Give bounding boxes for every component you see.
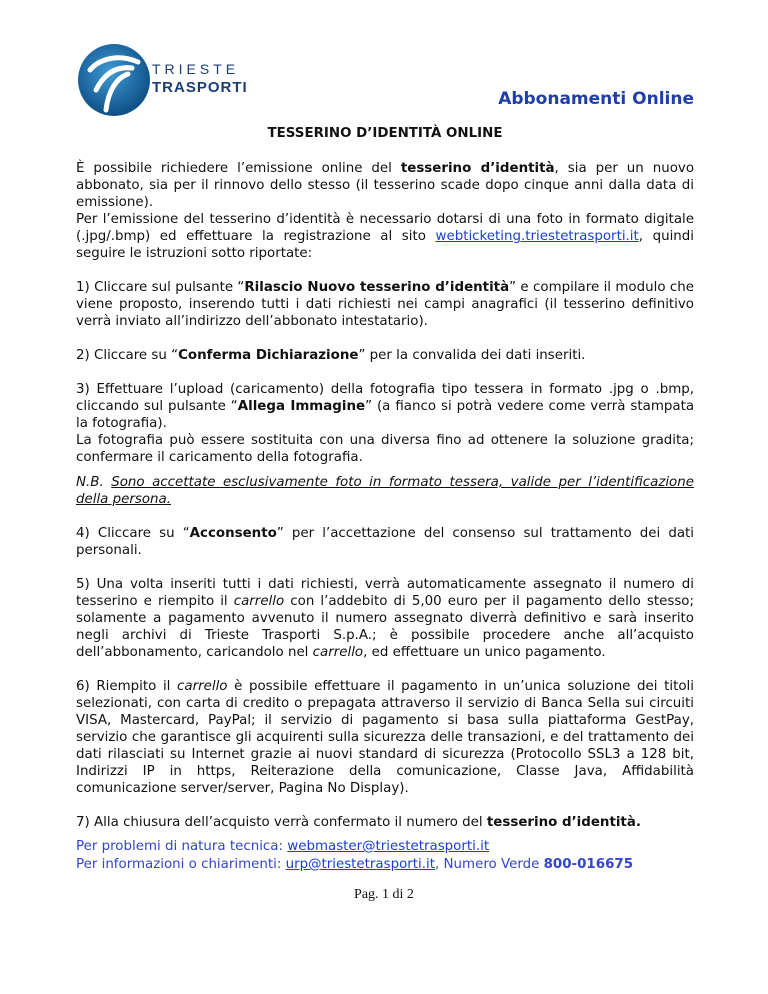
intro-paragraph-2: Per l’emissione del tesserino d’identità è necessario dotarsi di una foto in formato digitale (.jpg/.bmp) ed effettuare la registrazione al sito webticketing.triestetrasporti.it, quindi seguire le istruzioni sotto riportate:: [76, 212, 694, 261]
document-title: TESSERINO D’IDENTITÀ ONLINE: [267, 126, 503, 141]
step-5: 5) Una volta inseriti tutti i dati richiesti, verrà automaticamente assegnato il numero di tesserino e riempito il carrello con l’addebito di 5,00 euro per il pagamento dello stesso; solamente a pagamento avvenuto il numero assegnato diverrà definitivo e sarà inserito negli archivi di Trieste Trasporti S.p.A.; è possibile procedere anche all’acquisto dell’abbonamento, caricandolo nel carrello, ed effettuare un unico pagamento.: [76, 577, 695, 660]
step-1: 1) Cliccare sul pulsante “Rilascio Nuovo tesserino d’identità” e compilare il modulo che viene proposto, inserendo tutti i dati richiesti nei campi anagrafici (il tesserino definitivo verrà inviato all’indirizzo dell’abbonato intestatario).: [76, 280, 694, 329]
tech-contact: Per problemi di natura tecnica: webmaster@triestetrasporti.it: [76, 839, 490, 854]
step-3: 3) Effettuare l’upload (caricamento) della fotografia tipo tessera in formato .jpg o .bmp, cliccando sul pulsante “Allega Immagine” (a fianco si potrà vedere come verrà stampata la fotografia).: [76, 382, 695, 431]
document-body: [76, 160, 694, 848]
section-title: Abbonamenti Online: [498, 89, 694, 109]
step-2: 2) Cliccare su “Conferma Dichiarazione” per la convalida dei dati inseriti.: [76, 348, 586, 363]
logo-line-2: TRASPORTI: [152, 79, 248, 96]
step-3-note: La fotografia può essere sostituita con una diversa fino ad ottenere la soluzione gradita; confermare il caricamento della fotografia.: [76, 433, 694, 465]
toll-free-number: 800-016675: [543, 857, 634, 872]
intro-paragraph-1: È possibile richiedere l’emissione online del tesserino d’identità, sia per un nuovo abbonato, sia per il rinnovo dello stesso (il tesserino scade dopo cinque anni dalla data di emissione).: [76, 161, 695, 210]
trieste-trasporti-logo: [76, 40, 248, 120]
logo-line-1: TRIESTE: [152, 61, 240, 77]
webticketing-link[interactable]: webticketing.triestetrasporti.it: [435, 229, 639, 244]
info-contact: Per informazioni o chiarimenti: urp@triestetrasporti.it, Numero Verde 800-016675: [76, 857, 634, 872]
contact-footer: [76, 838, 694, 874]
urp-email-link[interactable]: urp@triestetrasporti.it: [285, 857, 436, 872]
webmaster-email-link[interactable]: webmaster@triestetrasporti.it: [287, 839, 490, 854]
page-number: Pag. 1 di 2: [354, 887, 414, 902]
step-4: 4) Cliccare su “Acconsento” per l’accettazione del consenso sul trattamento dei dati personali.: [76, 526, 694, 558]
nb-note: N.B. Sono accettate esclusivamente foto in formato tessera, valide per l’identificazione della persona.: [76, 475, 694, 507]
step-7: 7) Alla chiusura dell’acquisto verrà confermato il numero del tesserino d’identità.: [76, 815, 641, 830]
step-6: 6) Riempito il carrello è possibile effettuare il pagamento in un’unica soluzione dei titoli selezionati, con carta di credito o prepagata attraverso il servizio di Banca Sella sui circuiti VISA, Mastercard, PayPal; il servizio di pagamento si basa sulla piattaforma GestPay, servizio che garantisce gli acquirenti sulla sicurezza delle transazioni, e del trattamento dei dati rilasciati su Internet grazie ai nuovi standard di sicurezza (Protocollo SSL3 a 128 bit, Indirizzi IP in https, Reiterazione della comunicazione, Classe Java, Affidabilità comunicazione server/server, Pagina No Display).: [76, 679, 694, 796]
